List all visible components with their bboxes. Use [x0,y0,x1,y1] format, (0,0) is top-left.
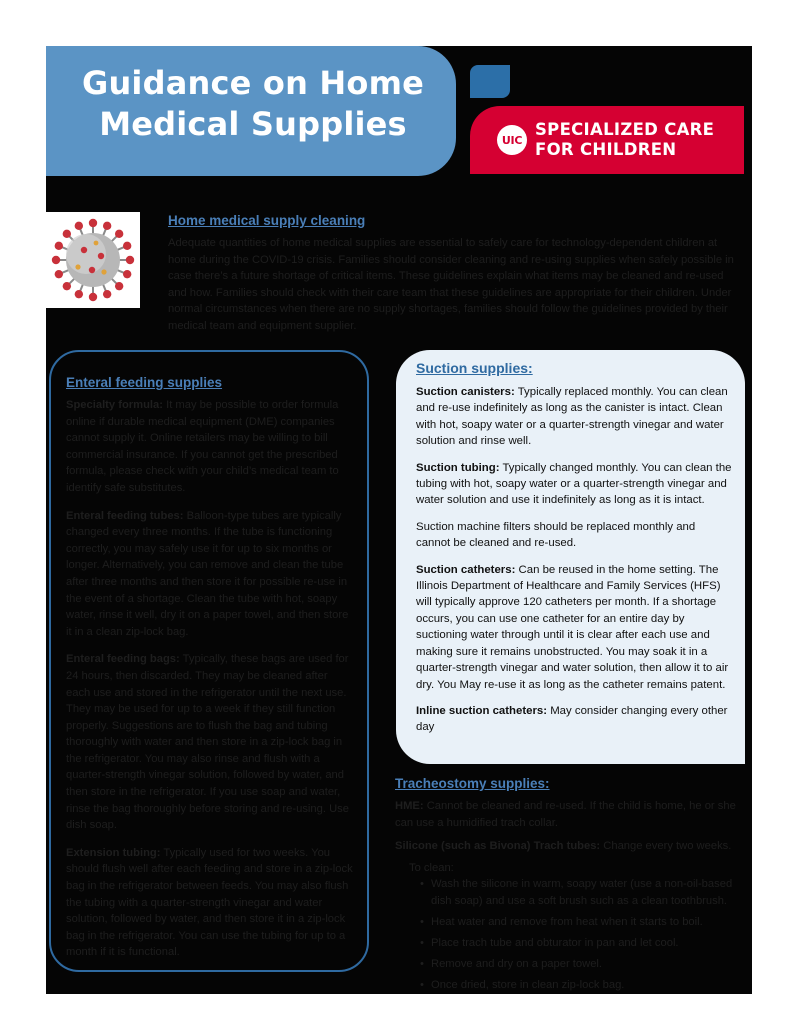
paragraph-label: Inline suction catheters: [416,704,548,717]
paragraph-label: Suction tubing: [416,461,500,474]
coronavirus-image [46,212,140,308]
paragraph-label: Suction canisters: [416,386,515,398]
paragraph-label: Suction catheters: [416,563,516,576]
virus-spike-tip [103,290,111,298]
paragraph-text: Change every two weeks. [600,840,732,852]
virus-spike-tip [123,270,131,278]
virus-spike-tip [89,219,97,227]
section-heading-cleaning: Home medical supply cleaning [168,213,366,228]
virus-spike-tip [103,222,111,230]
brand-line-1: SPECIALIZED CARE [535,120,715,139]
section-heading-tracheostomy: Tracheostomy supplies: [395,776,550,791]
paragraph-text: Can be reused in the home setting. The Illinois Department of Healthcare and Family Services (HFS) will typically approve 120 catheters per month. If a shortage occurs, you can use one catheter for an entire day by suctioning water through until it is clear after each use and making sure it remains unobstructed. You may soak it in a quarter-strength vinegar and water solution, then allow it to air dry. You May re-use it as long as the catheter remains patent. [416,563,729,691]
suction-paragraph [416,460,732,509]
virus-spike-tip [55,270,63,278]
suction-paragraph [416,519,732,552]
paragraph-label: Extension tubing: [66,846,161,859]
virus-spike-tip [63,282,71,290]
paragraph-text: Balloon-type tubes are typically changed every three months. If the tube is functioning correctly, you may safely use it for up to six months or longer. Alternatively, you can remove and clean the tube after three months and then store it for possible re-use in the event of a shortage. Clean the tube with hot, soapy water, rinse it well, dry it on a paper towel, and then store it in a clean zip-lock bag. [66,509,349,638]
to-clean-label: To clean: [409,862,454,874]
paragraph-label: Silicone (such as Bivona) Trach tubes: [395,840,601,852]
suction-section-body [416,384,732,746]
uic-logo-icon: UIC [497,125,527,155]
list-item: • Heat water and remove from heat when it starts to boil. [420,914,750,931]
suction-paragraph [416,384,732,450]
cleaning-steps-list [420,876,750,994]
title-banner [46,46,456,176]
virus-spike-tip [75,222,83,230]
brand-line-2: FOR CHILDREN [535,140,677,159]
enteral-paragraph [66,508,354,641]
enteral-section-body [66,397,354,972]
enteral-paragraph [66,397,354,497]
list-item: • Place trach tube and obturator in pan and let cool. [420,935,750,952]
virus-spike-tip [52,256,60,264]
suction-paragraph [416,562,732,693]
title-line-2: Medical Supplies [99,105,407,143]
paragraph-text: Cannot be cleaned and re-used. If the child is home, he or she can use a humidified trach collar. [395,800,736,829]
paragraph-label: Specialty formula: [66,399,163,411]
virus-spike-tip [115,230,123,238]
trach-silicone-paragraph [395,838,752,855]
enteral-paragraph [66,845,354,961]
virus-spike-tip [89,293,97,301]
paragraph-text: May consider changing every other day [416,704,728,734]
virus-spike-tip [63,230,71,238]
paragraph-label: Enteral feeding bags: [66,653,180,666]
brand-banner [470,106,744,174]
section-heading-enteral: Enteral feeding supplies [66,375,223,390]
title-line-1: Guidance on Home [81,64,425,102]
virus-spike-tip [126,256,134,264]
brand-name [535,120,714,160]
suction-section [396,350,745,764]
virus-spike-tip [55,242,63,250]
paragraph-label: HME: [395,800,424,812]
section-heading-suction: Suction supplies: [416,360,533,376]
page-title [58,63,448,145]
suction-paragraph [416,703,732,736]
virus-spike-tip [75,290,83,298]
intro-paragraph: Adequate quantities of home medical supplies are essential to safely care for technology-dependent children at home during the COVID-19 crisis. Families should consider cleaning and re-using supplies when safely possible in case there’s a future shortage of critical items. These guidelines explain what items may be cleaned and re-used and how. Families should check with their care team that these guidelines are appropriate for their children. Under normal circumstances when there are no supply shortages, families should follow the guidelines provided by their medical team and equipment supplier. [168,237,734,332]
trach-hme-paragraph [395,798,751,831]
list-item: • Wash the silicone in warm, soapy water (use a non-oil-based dish soap) and use a soft brush such as a clean toothbrush. [420,876,750,909]
paragraph-text: Suction machine filters should be replaced monthly and cannot be cleaned and re-used. [416,520,696,550]
paragraph-label: Enteral feeding tubes: [66,509,184,522]
list-item: • Once dried, store in clean zip-lock bag. [420,977,750,994]
flyer-page [46,46,752,994]
paragraph-text: Typically changed monthly. You can clean the tubing with hot, soapy water or a quarter-strength vinegar and water solution and use it indefinitely as long as it is intact. [416,461,732,507]
paragraph-text: It may be possible to order formula online if durable medical equipment (DME) companies cannot supply it. Online retailers may be willing to bill commercial insurance. If you cannot get the prescribed formula, please check with your child’s medical team to identify safe substitutes. [66,399,339,494]
decorative-tab [470,65,510,98]
list-item: • Remove and dry on a paper towel. [420,956,750,973]
paragraph-text: Typically used for two weeks. You should flush well after each feeding and store in a zip-lock bag in the refrigerator between feeds. You may also flush the tubing with a quarter-strength vinegar and water solution, followed by water, and then store it in a zip-lock bag in the refrigerator. You can use the tubing for up to a month if it is functional. [66,846,353,959]
virus-spike-tip [115,282,123,290]
paragraph-text: Typically, these bags are used for 24 hours, then discarded. They may be cleaned after each use and stored in the refrigerator until the next use. They may be used for up to a week if they still function properly. Suggestions are to flush the bag and tubing thoroughly with water and then store in a zip-lock bag in the refrigerator. You may also rinse and flush with a quarter-strength vinegar solution, followed by water, and then store in the refrigerator. If you use soap and water, rinse the bag thoroughly before storing and re-using. Use dish soap. [66,653,349,832]
virus-spike-tip [123,242,131,250]
enteral-paragraph [66,651,354,834]
paragraph-text: Typically replaced monthly. You can clean and re-use indefinitely as long as the canister is intact. Clean with hot, soapy water or a quarter-strength vinegar and water solution and rinse well. [416,386,728,448]
